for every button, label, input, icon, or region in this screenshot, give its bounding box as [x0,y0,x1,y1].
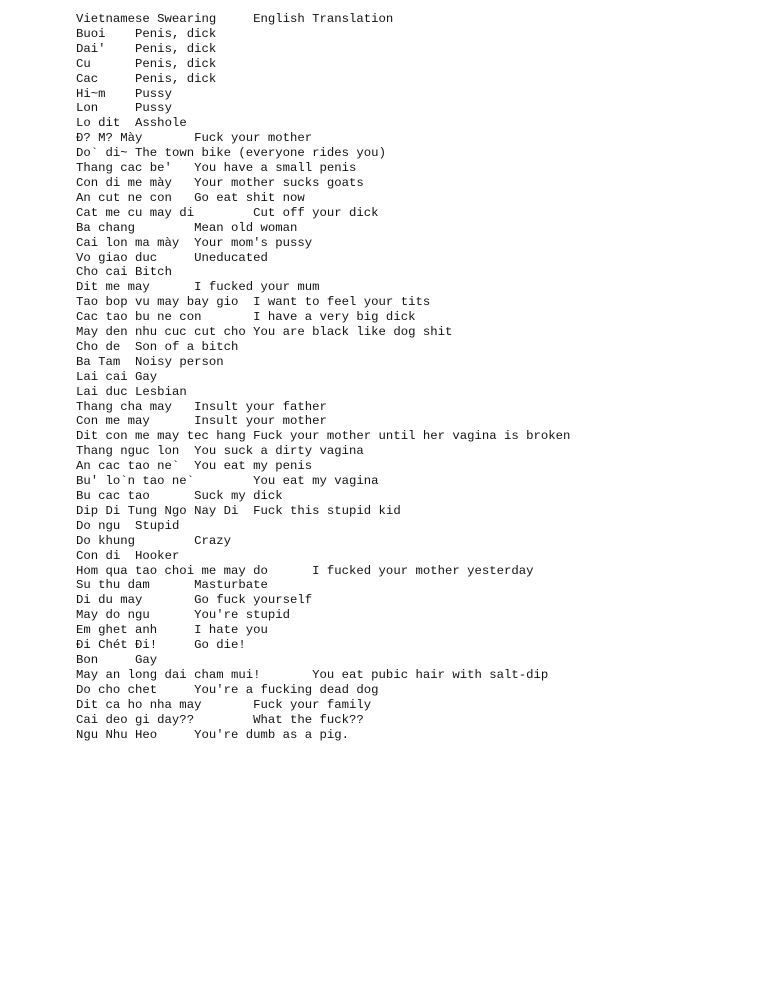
text-line: Cho de Son of a bitch [76,339,239,354]
text-line: Ba chang Mean old woman [76,220,298,235]
text-line: Do ngu Stupid [76,518,180,533]
text-line: Lai duc Lesbian [76,384,187,399]
text-line: Buoi Penis, dick [76,26,217,41]
text-line: Đ? M? Mày Fuck your mother [76,131,313,146]
text-line: Di du may Go fuck yourself [76,593,313,608]
text-line: Dit con me may tec hang Fuck your mother until her vagina is broken [76,429,571,444]
text-line: Thang cha may Insult your father [76,399,327,414]
text-line: Hi~m Pussy [76,86,172,101]
document-text [76,12,756,742]
text-line: Lon Pussy [76,101,172,116]
text-line: May an long dai cham mui! You eat pubic hair with salt-dip [76,667,549,682]
text-line: Bu' lo`n tao ne` You eat my vagina [76,474,379,489]
text-line: Dip Di Tung Ngo Nay Di Fuck this stupid kid [76,503,401,518]
text-line: Con di Hooker [76,548,180,563]
text-line: Vo giao duc Uneducated [76,250,268,265]
header-line: Vietnamese Swearing English Translation [76,12,394,26]
text-line: Hom qua tao choi me may do I fucked your mother yesterday [76,563,534,578]
text-line: Lai cai Gay [76,369,158,384]
text-line: Thang nguc lon You suck a dirty vagina [76,444,364,459]
text-line: An cac tao ne` You eat my penis [76,459,313,474]
text-line: May do ngu You're stupid [76,608,291,623]
text-line: Con me may Insult your mother [76,414,327,429]
text-line: Ba Tam Noisy person [76,354,224,369]
text-line: Dai' Penis, dick [76,41,217,56]
text-line: Lo dit Asshole [76,116,187,131]
text-line: Dit ca ho nha may Fuck your family [76,697,372,712]
text-line: An cut ne con Go eat shit now [76,190,305,205]
text-line: Cat me cu may di Cut off your dick [76,205,379,220]
text-line: Cai deo gi day?? What the fuck?? [76,712,364,727]
text-line: Do` di~ The town bike (everyone rides you) [76,146,386,161]
text-line: Cac tao bu ne con I have a very big dick [76,310,416,325]
text-line: Con di me mày Your mother sucks goats [76,175,364,190]
document-page [76,12,756,742]
text-line: Em ghet anh I hate you [76,623,268,638]
text-line: Cu Penis, dick [76,56,217,71]
text-line: Tao bop vu may bay gio I want to feel your tits [76,295,431,310]
text-line: Do cho chet You're a fucking dead dog [76,682,379,697]
text-line: May den nhu cuc cut cho You are black like dog shit [76,325,453,340]
text-line: Ngu Nhu Heo You're dumb as a pig. [76,727,350,742]
text-line: Bon Gay [76,652,158,667]
text-line: Cho cai Bitch [76,265,172,280]
text-line: Cac Penis, dick [76,71,217,86]
text-line: Su thu dam Masturbate [76,578,268,593]
text-line: Do khung Crazy [76,533,231,548]
text-line: Thang cac be' You have a small penis [76,161,357,176]
text-line: Dit me may I fucked your mum [76,280,320,295]
text-line: Cai lon ma mày Your mom's pussy [76,235,313,250]
text-line: Đi Chét Đi! Go die! [76,638,246,653]
text-line: Bu cac tao Suck my dick [76,489,283,503]
